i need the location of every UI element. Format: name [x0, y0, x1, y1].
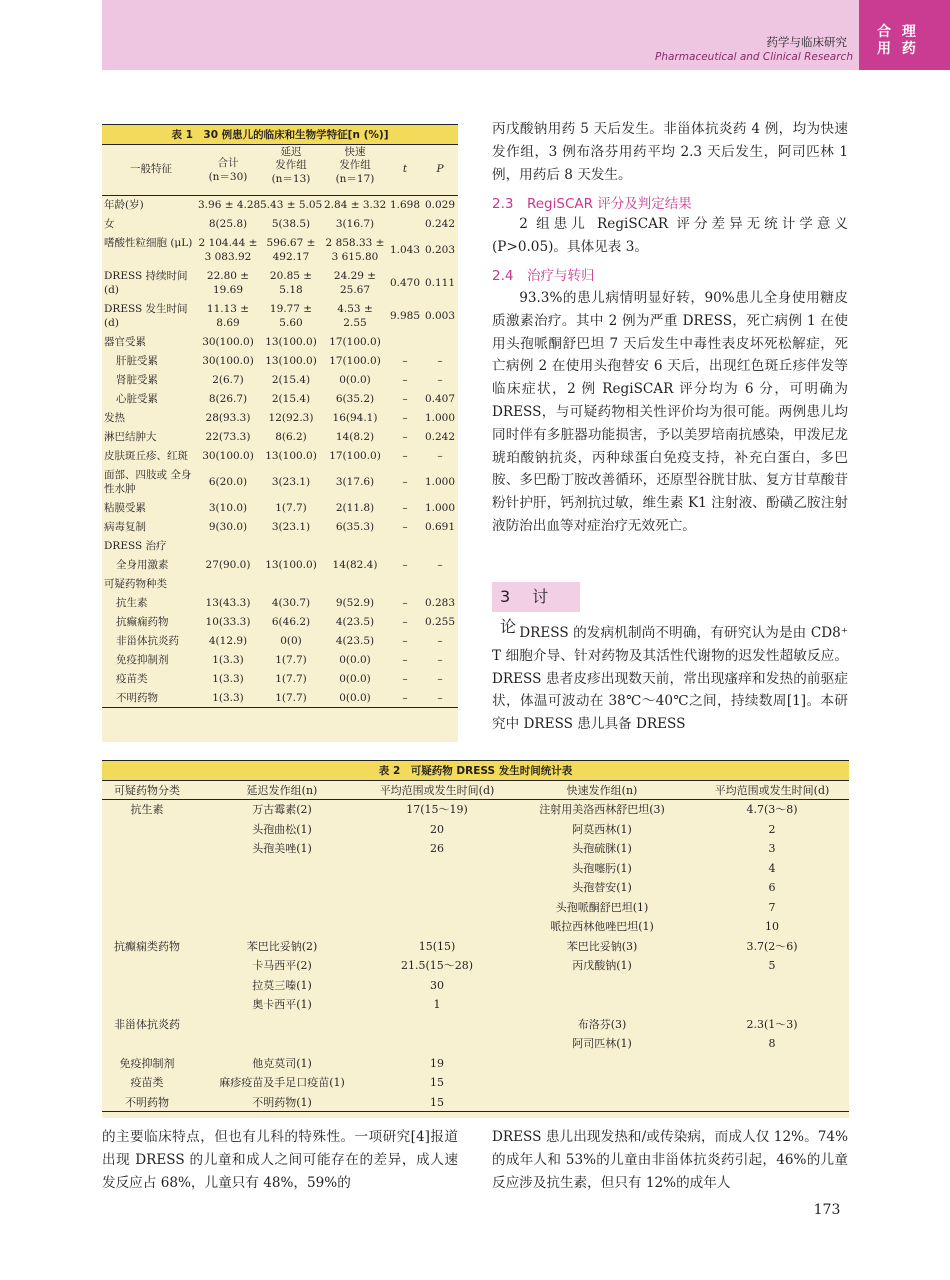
table-1-cell-total: 30(100.0)	[202, 336, 254, 348]
th2-delayed: 延迟发作组(n)	[246, 784, 318, 797]
th-total-n: (n＝30)	[208, 171, 248, 183]
table-1-cell-label: 不明药物	[116, 692, 158, 704]
table-1-cell-p: –	[437, 635, 443, 647]
table-2-cell: 6	[768, 881, 776, 894]
table-1-row	[102, 428, 458, 447]
table-1-cell-label: 面部、四肢或 全身性水肿	[104, 469, 192, 495]
table-1-cell-fast: 17(100.0)	[329, 355, 381, 367]
table-1-cell-delayed: 6(46.2)	[271, 616, 311, 628]
table-2-row	[102, 820, 849, 840]
table-2-cell: 卡马西平(2)	[252, 959, 312, 972]
table-2-cell: 不明药物	[125, 1095, 169, 1109]
table-1-cell-p: 0.242	[424, 218, 456, 230]
table-2-cell: 30	[430, 978, 444, 992]
page-number: 173	[813, 1202, 841, 1218]
table-2-cell: 头孢曲松(1)	[252, 822, 312, 836]
table-2-cell: 阿司匹林(1)	[572, 1037, 632, 1050]
table-1-cell-t: –	[402, 521, 408, 533]
th2-category: 可疑药物分类	[114, 784, 180, 797]
table-1-cell-delayed: 0(0)	[280, 635, 302, 647]
table-1-row	[102, 300, 458, 333]
table-1-cell-p: 0.691	[424, 521, 456, 533]
table-2-row	[102, 937, 849, 957]
table-1-cell-delayed: 12(92.3)	[268, 412, 314, 424]
table-1-cell-label: DRESS 发生时间 (d)	[104, 303, 188, 329]
table-1-cell-fast: 4.53 ± 2.55	[337, 303, 373, 329]
table-1-cell-p: –	[437, 559, 443, 571]
table-2-cell: 3.7(2～6)	[746, 939, 798, 953]
th-delayed2: 发作组	[275, 159, 307, 171]
table-2-row	[102, 1015, 849, 1035]
table-2-cell: 注射用美洛西林舒巴坦(3)	[539, 803, 665, 816]
table-1-cell-fast: 17(100.0)	[329, 450, 381, 462]
table-1-row	[102, 196, 458, 215]
table-1-cell-total: 1(3.3)	[212, 673, 244, 685]
table-2-cell: 4	[768, 861, 776, 875]
table-2-cell: 头孢硫脒(1)	[572, 842, 632, 855]
table-1-row	[102, 537, 458, 556]
table-2-row	[102, 1034, 849, 1054]
journal-title-cn: 药学与临床研究	[766, 35, 847, 49]
table-2-row	[102, 917, 849, 937]
table-1-cell-label: 皮肤斑丘疹、红斑	[104, 450, 188, 462]
table-1-row	[102, 613, 458, 632]
table-1-row	[102, 594, 458, 613]
table-1-cell-total: 22.80 ± 19.69	[206, 270, 250, 296]
table-1-cell-total: 13(43.3)	[205, 597, 251, 609]
table-2-cell: 19	[430, 1056, 444, 1070]
table-2-cell: 苯巴比妥钠(2)	[246, 939, 318, 953]
table-1-cell-total: 6(20.0)	[208, 476, 248, 488]
table-1-cell-p: –	[437, 355, 443, 367]
table-2-cell: 头孢替安(1)	[572, 881, 632, 894]
table-1-row	[102, 575, 458, 594]
table-2-row	[102, 1093, 849, 1113]
table-1-cell-label: 抗癫痫药物	[116, 616, 169, 628]
table-1-cell-t: –	[402, 654, 408, 666]
table-1-cell-p: 1.000	[424, 502, 456, 514]
table-1-cell-fast: 3(17.6)	[335, 476, 375, 488]
paragraph-bottom-right: DRESS 患儿出现发热和/或传染病，而成人仅 12%。74%的成年人和 53%的儿童由非甾体抗炎药引起，46%的儿童反应涉及抗生素，但只有 12%的成年人	[492, 1129, 848, 1191]
table-2-row	[102, 898, 849, 918]
table-1-cell-label: 年龄(岁)	[104, 199, 144, 211]
table-1-cell-total: 3.96 ± 4.28	[198, 199, 261, 211]
table-2-header	[102, 780, 849, 800]
table-1-row	[102, 409, 458, 428]
table-1-cell-label: 肝脏受累	[116, 355, 158, 367]
table-2-cell: 苯巴比妥钠(3)	[566, 939, 638, 953]
table-1-cell-label: 可疑药物种类	[104, 578, 167, 590]
table-2	[102, 760, 849, 1118]
table-1-cell-t: –	[402, 431, 408, 443]
table-1-cell-total: 9(30.0)	[208, 521, 248, 533]
table-2-cell: 奥卡西平(1)	[252, 998, 312, 1011]
table-1-row	[102, 215, 458, 234]
table-1-cell-p: 0.407	[424, 393, 456, 405]
table-2-cell: 3	[768, 842, 776, 855]
column-tag-line1: 合 理	[877, 24, 919, 40]
table-1-cell-p: 0.283	[424, 597, 456, 609]
table-1-cell-delayed: 3(23.1)	[271, 521, 311, 533]
table-1-cell-t: –	[402, 502, 408, 514]
table-1-cell-label: 粘膜受累	[104, 502, 146, 514]
th2-fast: 快速发作组(n)	[566, 784, 638, 797]
table-2-cell: 15(15)	[418, 939, 456, 953]
table-2-cell: 17(15～19)	[406, 803, 468, 816]
table-2-cell: 21.5(15～28)	[400, 959, 474, 972]
paragraph-regiscar: 2 组患儿 RegiSCAR 评分差异无统计学意义(P>0.05)。具体见表 3。	[492, 216, 848, 255]
th-p: P	[436, 163, 444, 175]
table-2-cell: 抗生素	[130, 803, 164, 816]
table-2-cell: 10	[765, 920, 779, 933]
table-1-cell-t: –	[402, 393, 408, 405]
table-1-row	[102, 518, 458, 537]
table-1-cell-fast: 4(23.5)	[335, 635, 375, 647]
table-1-cell-p: –	[437, 654, 443, 666]
table-1-cell-total: 8(26.7)	[208, 393, 248, 405]
th-delayed: 延迟	[280, 146, 302, 158]
table-2-cell: 抗癫痫类药物	[114, 939, 180, 953]
table-1-cell-p: 1.000	[424, 412, 456, 424]
table-1-cell-t: –	[402, 450, 408, 462]
table-2-cell: 8	[768, 1037, 776, 1050]
table-1-cell-fast: 2 858.33 ± 3 615.80	[325, 237, 385, 263]
table-1-cell-label: 免疫抑制剂	[116, 654, 169, 666]
table-1-cell-fast: 2.84 ± 3.32	[324, 199, 387, 211]
table-2-cell: 拉莫三嗪(1)	[252, 978, 312, 992]
table-1-cell-total: 3(10.0)	[208, 502, 248, 514]
table-1-cell-t: –	[402, 635, 408, 647]
table-1-header	[102, 144, 458, 196]
table-2-cell: 15	[430, 1095, 444, 1109]
table-1-row	[102, 371, 458, 390]
heading-2-3: 2.3 RegiSCAR 评分及判定结果	[492, 196, 692, 212]
th2-fast-time: 平均范围或发生时间(d)	[714, 784, 830, 797]
table-1-cell-label: 女	[104, 218, 115, 230]
table-1-cell-label: DRESS 持续时间 (d)	[104, 270, 188, 296]
table-1-cell-delayed: 13(100.0)	[265, 450, 317, 462]
table-1-row	[102, 651, 458, 670]
th-fast: 快速	[344, 146, 366, 158]
table-1-cell-t: 9.985	[389, 310, 421, 322]
table-1-cell-delayed: 20.85 ± 5.18	[269, 270, 313, 296]
table-1-cell-fast: 16(94.1)	[332, 412, 378, 424]
table-1-cell-delayed: 3(23.1)	[271, 476, 311, 488]
table-2-cell: 哌拉西林他唑巴坦(1)	[550, 920, 654, 933]
table-1-cell-t: –	[402, 355, 408, 367]
table-1-cell-t: –	[402, 412, 408, 424]
table-1-cell-fast: 24.29 ± 25.67	[333, 270, 377, 296]
table-1-cell-total: 2(6.7)	[212, 374, 244, 386]
table-1-cell-p: 0.111	[424, 277, 456, 289]
table-1-cell-total: 4(12.9)	[208, 635, 248, 647]
table-1-cell-p: –	[437, 673, 443, 685]
table-1-cell-fast: 0(0.0)	[339, 374, 371, 386]
th-fast2: 发作组	[339, 159, 371, 171]
table-2-cell: 1	[433, 998, 441, 1011]
table-1-cell-total: 30(100.0)	[202, 355, 254, 367]
table-1-row	[102, 556, 458, 575]
table-1-row	[102, 466, 458, 499]
table-2-cell: 不明药物(1)	[252, 1095, 312, 1109]
table-2-row	[102, 800, 849, 820]
table-2-cell: 他克莫司(1)	[252, 1056, 312, 1070]
table-1-cell-delayed: 8(6.2)	[275, 431, 307, 443]
table-2-cell: 2.3(1～3)	[746, 1017, 798, 1031]
table-1-row	[102, 670, 458, 689]
table-1-cell-fast: 0(0.0)	[339, 673, 371, 685]
table-1-cell-t: –	[402, 597, 408, 609]
table-2-row	[102, 1073, 849, 1093]
table-1-cell-t: –	[402, 559, 408, 571]
th-fast-n: (n＝17)	[335, 173, 375, 185]
table-1-cell-p: 0.003	[424, 310, 456, 322]
table-1-cell-delayed: 5(38.5)	[271, 218, 311, 230]
table-1-row	[102, 447, 458, 466]
table-1-row	[102, 689, 458, 708]
heading-2-4: 2.4 治疗与转归	[492, 268, 595, 284]
table-2-row	[102, 839, 849, 859]
table-1-cell-t: 1.698	[389, 199, 421, 211]
table-1-cell-delayed: 13(100.0)	[265, 355, 317, 367]
table-1-cell-delayed: 4(30.7)	[271, 597, 311, 609]
table-2-cell: 26	[430, 842, 444, 855]
header-banner	[102, 0, 859, 70]
paragraph-drug-results: 丙戊酸钠用药 5 天后发生。非甾体抗炎药 4 例，均为快速发作组，3 例布洛芬用药平均 2.3 天后发生，阿司匹林 1 例，用药后 8 天发生。	[492, 121, 848, 183]
table-2-row	[102, 995, 849, 1015]
column-tag	[859, 0, 950, 70]
table-2-row	[102, 878, 849, 898]
th-feature: 一般特征	[130, 163, 172, 175]
table-1-cell-total: 10(33.3)	[205, 616, 251, 628]
table-2-cell: 5	[768, 959, 776, 972]
table-1-cell-p: 0.242	[424, 431, 456, 443]
table-1-cell-label: 淋巴结肿大	[104, 431, 157, 443]
paragraph-discussion: DRESS 的发病机制尚不明确，有研究认为是由 CD8⁺ T 细胞介导、针对药物及其活性代谢物的迟发性超敏反应。DRESS 患者皮疹出现数天前，常出现瘙痒和发热的前驱症状，体温可波动在 38℃～40℃之间，持续数周[1]。本研究中 DRESS 患儿具备 DRESS	[492, 625, 848, 733]
table-2-cell: 头孢哌酮舒巴坦(1)	[555, 900, 649, 914]
table-1-cell-total: 8(25.8)	[208, 218, 248, 230]
table-2-cell: 疫苗类	[130, 1076, 164, 1089]
table-2-cell: 7	[768, 900, 776, 914]
table-1-cell-fast: 0(0.0)	[339, 692, 371, 704]
table-1-cell-delayed: 2(15.4)	[271, 374, 311, 386]
table-1-cell-fast: 3(16.7)	[335, 218, 375, 230]
table-1-cell-label: 器官受累	[104, 336, 146, 348]
table-1-cell-fast: 2(11.8)	[335, 502, 375, 514]
table-1-row	[102, 390, 458, 409]
table-2-cell: 布洛芬(3)	[577, 1017, 627, 1031]
table-1-cell-label: 嗜酸性粒细胞 (μL)	[104, 237, 193, 249]
table-2-cell: 15	[430, 1076, 444, 1089]
table-2-cell: 2	[768, 822, 776, 836]
table-2-row	[102, 859, 849, 879]
table-1-cell-total: 11.13 ± 8.69	[206, 303, 250, 329]
table-1-cell-label: 肾脏受累	[116, 374, 158, 386]
table-1-row	[102, 267, 458, 300]
table-1-cell-fast: 17(100.0)	[329, 336, 381, 348]
table-1-cell-delayed: 13(100.0)	[265, 559, 317, 571]
th-t: t	[402, 163, 408, 175]
table-2-cell: 麻疹疫苗及手足口疫苗(1)	[219, 1076, 345, 1089]
table-1-cell-total: 30(100.0)	[202, 450, 254, 462]
table-1-cell-t: –	[402, 692, 408, 704]
table-2-row	[102, 976, 849, 996]
table-2-cell: 非甾体抗炎药	[114, 1017, 180, 1031]
table-1-caption: 表 1 30 例患儿的临床和生物学特征[n (%)]	[102, 124, 458, 144]
table-1-cell-t: –	[402, 673, 408, 685]
th2-delayed-time: 平均范围或发生时间(d)	[379, 784, 495, 797]
table-1-cell-label: 心脏受累	[116, 393, 158, 405]
table-2-cell: 头孢噻肟(1)	[572, 861, 632, 875]
table-1-cell-fast: 14(8.2)	[335, 431, 375, 443]
table-1-cell-total: 1(3.3)	[212, 654, 244, 666]
heading-3-discussion: 3 讨 论	[492, 582, 580, 612]
table-1-cell-delayed: 2(15.4)	[271, 393, 311, 405]
table-1-cell-total: 2 104.44 ± 3 083.92	[198, 237, 258, 263]
table-1-cell-delayed: 13(100.0)	[265, 336, 317, 348]
journal-title-en: Pharmaceutical and Clinical Research	[655, 51, 853, 63]
table-1-cell-t: 0.470	[389, 277, 421, 289]
table-2-cell: 免疫抑制剂	[119, 1056, 175, 1070]
table-1-cell-t: –	[402, 616, 408, 628]
table-1-cell-total: 28(93.3)	[205, 412, 251, 424]
table-1-row	[102, 499, 458, 518]
table-1-row	[102, 234, 458, 267]
table-1-cell-delayed: 1(7.7)	[275, 654, 307, 666]
table-1-row	[102, 632, 458, 651]
table-1-cell-total: 27(90.0)	[205, 559, 251, 571]
table-2-cell: 丙戊酸钠(1)	[572, 959, 632, 972]
th-delayed-n: (n＝13)	[271, 173, 311, 185]
table-1-cell-label: 疫苗类	[116, 673, 148, 685]
table-2-body	[102, 800, 849, 1112]
table-2-caption: 表 2 可疑药物 DRESS 发生时间统计表	[102, 760, 849, 780]
table-1-cell-fast: 6(35.3)	[335, 521, 375, 533]
table-1-row	[102, 333, 458, 352]
table-1-cell-fast: 0(0.0)	[339, 654, 371, 666]
table-1-cell-delayed: 5.43 ± 5.05	[260, 199, 323, 211]
table-1-cell-fast: 6(35.2)	[335, 393, 375, 405]
table-2-cell: 万古霉素(2)	[252, 803, 312, 816]
table-2-cell: 4.7(3～8)	[746, 803, 798, 816]
table-2-cell: 20	[430, 822, 444, 836]
table-1-cell-label: 全身用激素	[116, 559, 169, 571]
table-1	[102, 124, 458, 742]
table-1-cell-label: 非甾体抗炎药	[116, 635, 179, 647]
table-1-body	[102, 196, 458, 708]
table-1-cell-delayed: 19.77 ± 5.60	[269, 303, 313, 329]
table-1-cell-label: 抗生素	[116, 597, 148, 609]
th-total: 合计	[217, 157, 239, 169]
table-1-cell-delayed: 1(7.7)	[275, 502, 307, 514]
table-1-cell-t: 1.043	[389, 244, 421, 256]
table-1-cell-label: 病毒复制	[104, 521, 146, 533]
table-1-cell-p: –	[437, 374, 443, 386]
paragraph-treatment: 93.3%的患儿病情明显好转，90%患儿全身使用糖皮质激素治疗。其中 2 例为严重 DRESS，死亡病例 1 在使用头孢哌酮舒巴坦 7 天后发生中毒性表皮坏死松解症，死亡病例 2 在使用头孢替安 6 天后，出现红色斑丘疹伴发等临床症状，2 例 RegiSCAR 评分均为 6 分，可明确为 DRESS，与可疑药物相关性评价均为很可能。两例患儿均同时伴有多脏器功能损害，予以美罗培南抗感染，甲泼尼龙琥珀酸钠抗炎，丙种球蛋白免疫支持，补充白蛋白，多巴胺、多巴酚丁胺改善循环，还原型谷胱甘肽、复方甘草酸苷粉针护肝，钙剂抗过敏，维生素 K1 注射液、酚磺乙胺注射液防治出血等对症治疗无效死亡。	[492, 290, 848, 534]
table-1-cell-delayed: 596.67 ± 492.17	[266, 237, 316, 263]
table-1-cell-label: 发热	[104, 412, 125, 424]
table-2-row	[102, 956, 849, 976]
table-1-cell-fast: 9(52.9)	[335, 597, 375, 609]
table-1-cell-p: 1.000	[424, 476, 456, 488]
table-1-cell-delayed: 1(7.7)	[275, 692, 307, 704]
table-1-cell-delayed: 1(7.7)	[275, 673, 307, 685]
column-tag-line2: 用 药	[877, 41, 919, 57]
table-2-cell: 阿莫西林(1)	[572, 822, 632, 836]
table-1-cell-p: 0.255	[424, 616, 456, 628]
table-1-cell-t: –	[402, 374, 408, 386]
table-1-cell-label: DRESS 治疗	[104, 540, 167, 552]
table-1-row	[102, 352, 458, 371]
table-1-cell-fast: 14(82.4)	[332, 559, 378, 571]
table-1-cell-p: 0.203	[424, 244, 456, 256]
table-1-cell-p: –	[437, 450, 443, 462]
table-2-cell: 头孢美唑(1)	[252, 842, 312, 855]
paragraph-bottom-left: 的主要临床特点，但也有儿科的特殊性。一项研究[4]报道出现 DRESS 的儿童和成人之间可能存在的差异，成人速发反应占 68%，儿童只有 48%，59%的	[102, 1129, 458, 1191]
table-1-cell-t: –	[402, 476, 408, 488]
table-1-cell-total: 1(3.3)	[212, 692, 244, 704]
table-1-cell-total: 22(73.3)	[205, 431, 251, 443]
table-1-cell-p: –	[437, 692, 443, 704]
table-1-cell-fast: 4(23.5)	[335, 616, 375, 628]
table-1-cell-p: 0.029	[424, 199, 456, 211]
table-2-row	[102, 1054, 849, 1074]
